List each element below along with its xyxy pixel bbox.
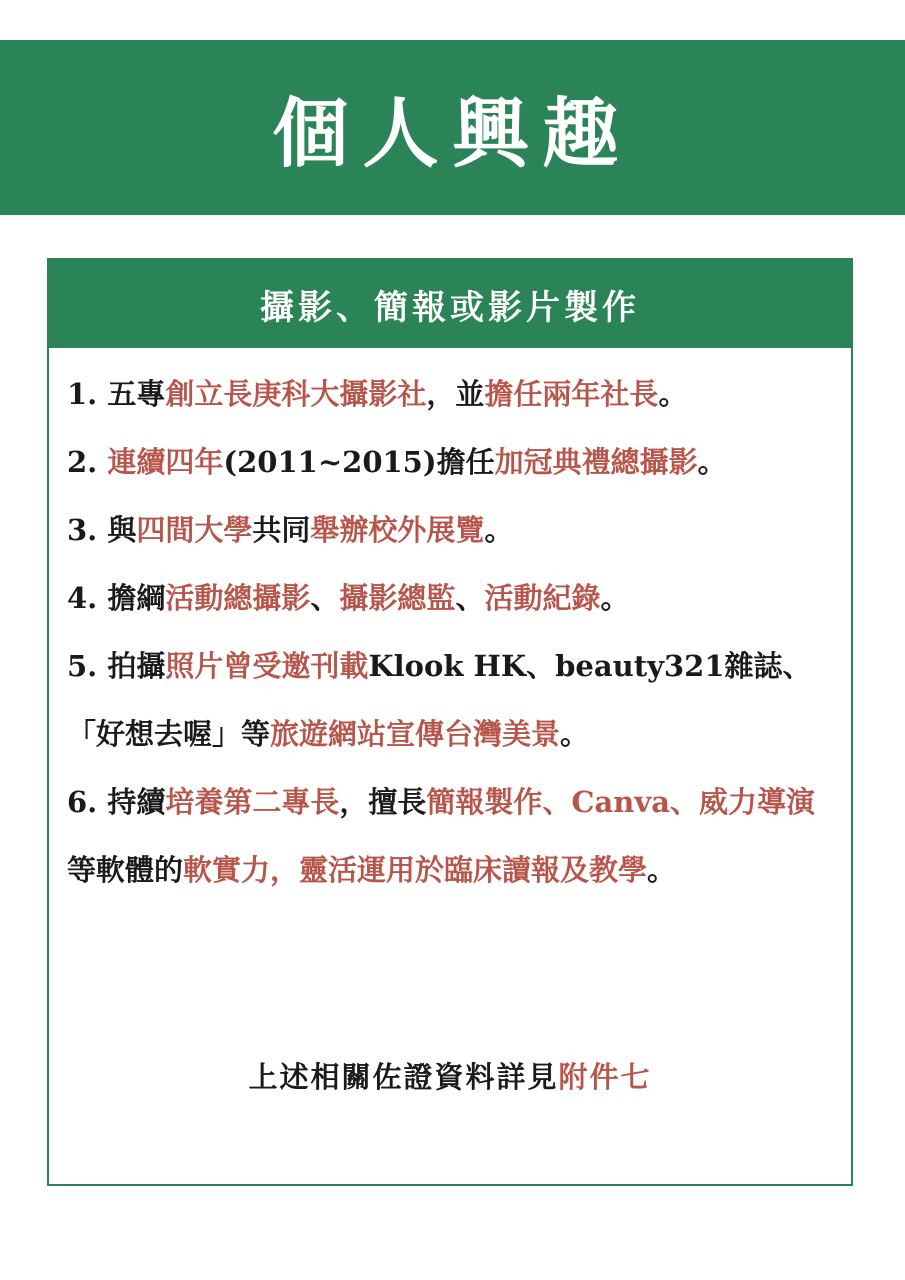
item-list bbox=[67, 360, 837, 904]
list-item bbox=[67, 360, 837, 428]
highlight-text: 活動總攝影 bbox=[165, 581, 311, 615]
section-heading: 攝影、簡報或影片製作 bbox=[260, 287, 640, 328]
item-text: (2011~2015)擔任 bbox=[223, 445, 495, 479]
list-item bbox=[67, 632, 837, 768]
highlight-text: 旅遊網站宣傳台灣美景 bbox=[270, 717, 561, 751]
interest-card bbox=[47, 258, 853, 1186]
item-text: 共同 bbox=[252, 513, 311, 547]
list-item bbox=[67, 768, 837, 904]
footer-note bbox=[49, 1055, 851, 1096]
item-text bbox=[97, 445, 107, 479]
card-header bbox=[49, 260, 851, 348]
highlight-text: 軟實力，靈活運用於臨床讀報及教學 bbox=[183, 853, 648, 887]
attachment-reference: 附件七 bbox=[558, 1060, 652, 1094]
title-banner bbox=[0, 40, 905, 215]
highlight-text: 擔任兩年社長 bbox=[484, 377, 659, 411]
item-number: 5. bbox=[67, 649, 98, 683]
highlight-text: 連續四年 bbox=[107, 445, 224, 479]
item-number: 4. bbox=[67, 581, 98, 615]
highlight-text: 活動紀錄 bbox=[484, 581, 601, 615]
item-text: 。 bbox=[600, 581, 630, 615]
page-title: 個人興趣 bbox=[272, 89, 633, 178]
item-number: 1. bbox=[67, 377, 98, 411]
highlight-text: 創立長庚科大攝影社 bbox=[165, 377, 427, 411]
item-text: 。 bbox=[697, 445, 727, 479]
item-text: 與 bbox=[97, 513, 137, 547]
item-text: 五專 bbox=[97, 377, 166, 411]
item-text: 。 bbox=[647, 853, 677, 887]
item-text: 。 bbox=[484, 513, 514, 547]
item-text: 、 bbox=[455, 581, 485, 615]
list-item bbox=[67, 564, 837, 632]
item-text: 等軟體的 bbox=[67, 853, 184, 887]
footer-text: 上述相關佐證資料詳見 bbox=[248, 1060, 559, 1094]
item-text: Klook HK、beauty321雜誌、「好想去喔」等 bbox=[67, 649, 812, 751]
highlight-text: 加冠典禮總攝影 bbox=[494, 445, 698, 479]
item-text: 拍攝 bbox=[97, 649, 166, 683]
highlight-text: 培養第二專長 bbox=[165, 785, 340, 819]
highlight-text: 攝影總監 bbox=[339, 581, 456, 615]
highlight-text: 舉辦校外展覽 bbox=[310, 513, 485, 547]
item-text: 、 bbox=[310, 581, 340, 615]
item-number: 3. bbox=[67, 513, 98, 547]
item-text: 持續 bbox=[97, 785, 166, 819]
highlight-text: 四間大學 bbox=[136, 513, 253, 547]
item-text: 。 bbox=[658, 377, 688, 411]
item-text: 擔綱 bbox=[97, 581, 166, 615]
item-number: 2. bbox=[67, 445, 98, 479]
highlight-text: 簡報製作、Canva、威力導演 bbox=[426, 785, 816, 819]
item-number: 6. bbox=[67, 785, 98, 819]
highlight-text: 照片曾受邀刊載 bbox=[165, 649, 369, 683]
list-item bbox=[67, 428, 837, 496]
item-text: ，並 bbox=[426, 377, 485, 411]
list-item bbox=[67, 496, 837, 564]
item-text: ，擅長 bbox=[339, 785, 427, 819]
item-text: 。 bbox=[560, 717, 590, 751]
